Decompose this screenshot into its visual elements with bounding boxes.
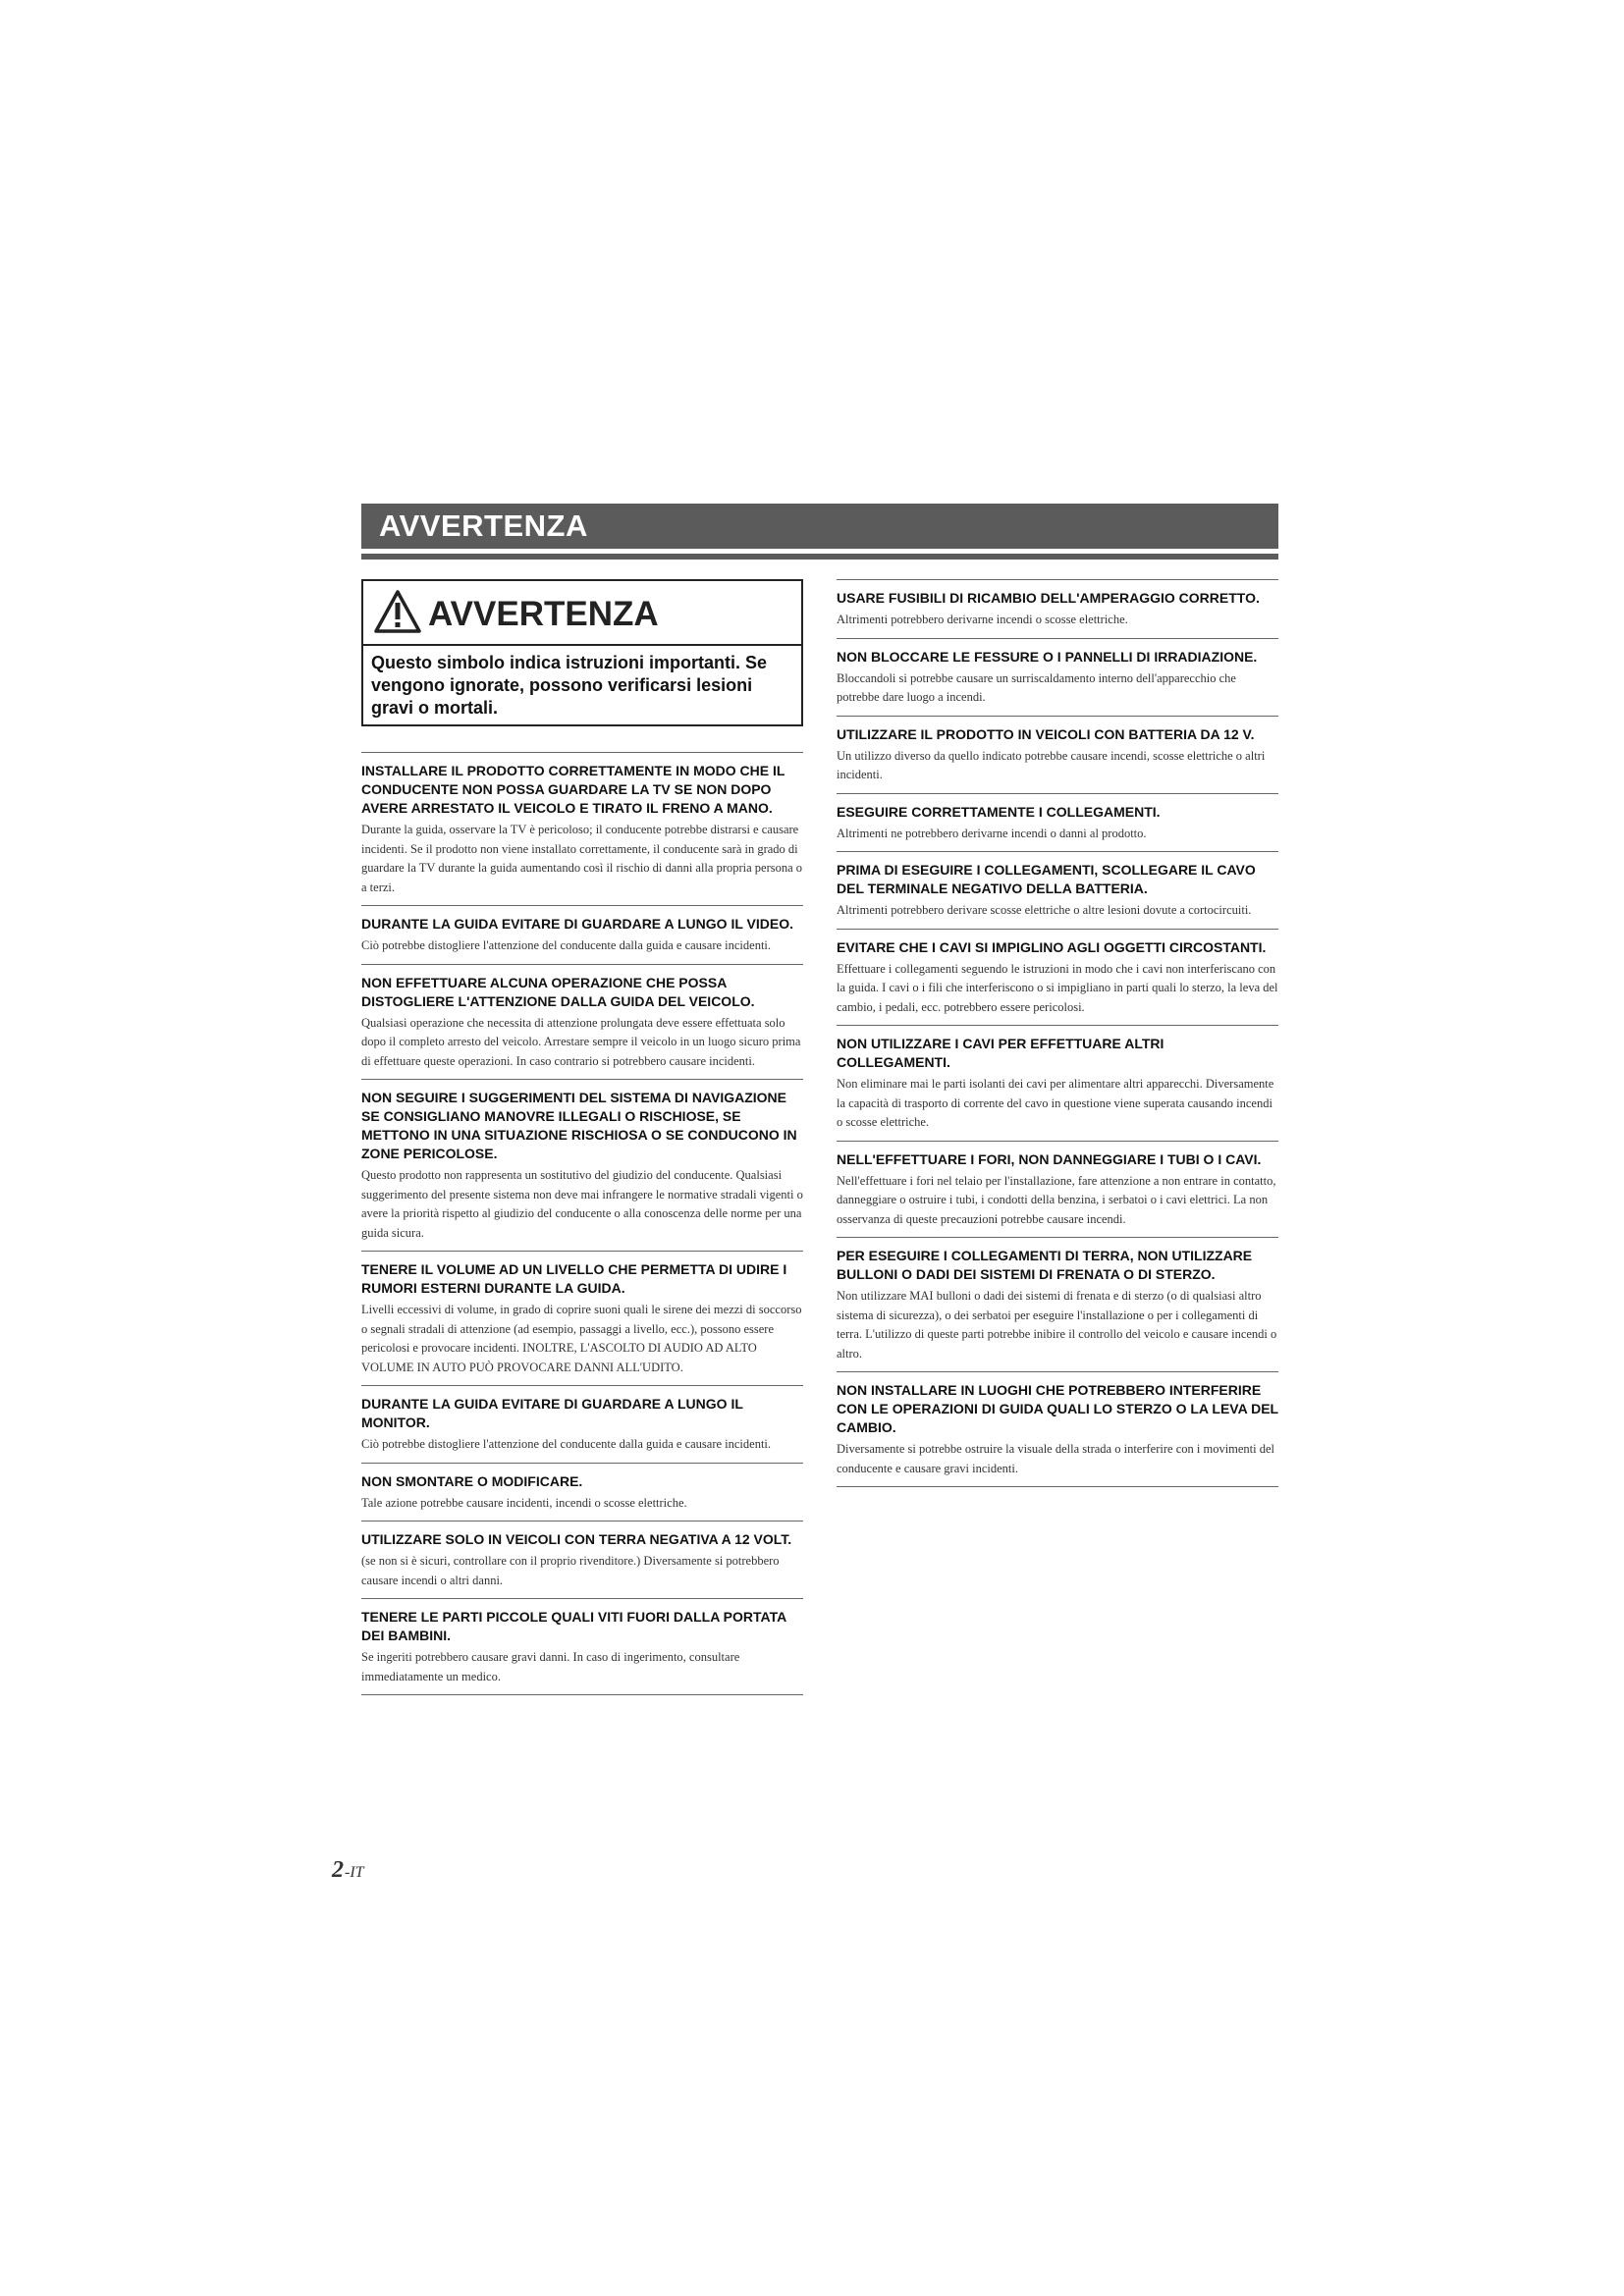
warning-heading: TENERE LE PARTI PICCOLE QUALI VITI FUORI DALLA PORTATA DEI BAMBINI. bbox=[361, 1609, 786, 1643]
warning-text: Bloccandoli si potrebbe causare un surriscaldamento interno dell'apparecchio che potrebbe dare luogo a incendi. bbox=[837, 670, 1236, 704]
warning-heading: NON EFFETTUARE ALCUNA OPERAZIONE CHE POSSA DISTOGLIERE L'ATTENZIONE DALLA GUIDA DEL VEICOLO. bbox=[361, 974, 755, 1009]
warning-heading: NON INSTALLARE IN LUOGHI CHE POTREBBERO INTERFERIRE CON LE OPERAZIONI DI GUIDA QUALI LO STERZO O LA LEVA DEL CAMBIO. bbox=[837, 1382, 1278, 1435]
warning-heading: DURANTE LA GUIDA EVITARE DI GUARDARE A LUNGO IL MONITOR. bbox=[361, 1396, 743, 1430]
warning-heading: NON SEGUIRE I SUGGERIMENTI DEL SISTEMA DI NAVIGAZIONE SE CONSIGLIANO MANOVRE ILLEGALI O RISCHIOSE, SE METTONO IN UNA SITUAZIONE RISCHIOSA O SE CONDUCONO IN ZONE PERICOLOSE. bbox=[361, 1090, 797, 1161]
warning-heading: INSTALLARE IL PRODOTTO CORRETTAMENTE IN MODO CHE IL CONDUCENTE NON POSSA GUARDARE LA TV SE NON DOPO AVERE ARRESTATO IL VEICOLO E TIRATO IL FRENO A MANO. bbox=[361, 763, 785, 816]
banner-divider bbox=[361, 554, 1278, 560]
warning-text: Effettuare i collegamenti seguendo le istruzioni in modo che i cavi non interferiscano con la guida. I cavi o i fili che interferiscono o si impigliano in parti quali lo sterzo, la leva del cambio, i pedali, ecc. potrebbero essere pericolosi. bbox=[837, 961, 1278, 1014]
warning-heading: ESEGUIRE CORRETTAMENTE I COLLEGAMENTI. bbox=[837, 803, 1161, 820]
warning-heading: USARE FUSIBILI DI RICAMBIO DELL'AMPERAGGIO CORRETTO. bbox=[837, 590, 1260, 606]
warning-item bbox=[361, 905, 803, 964]
warning-item bbox=[837, 851, 1278, 929]
warning-text: Non eliminare mai le parti isolanti dei cavi per alimentare altri apparecchi. Diversamente la capacità di trasporto di corrente del cavo in questione viene superata causando incendi o scosse elettriche. bbox=[837, 1077, 1274, 1129]
warning-box bbox=[361, 579, 803, 726]
warning-text: Ciò potrebbe distogliere l'attenzione del conducente dalla guida e causare incidenti. bbox=[361, 938, 772, 952]
warning-box-title: AVVERTENZA bbox=[428, 595, 659, 633]
page-number-suffix: -IT bbox=[345, 1864, 364, 1881]
warning-item bbox=[361, 1079, 803, 1251]
warning-item bbox=[837, 793, 1278, 852]
warning-text: Tale azione potrebbe causare incidenti, incendi o scosse elettriche. bbox=[361, 1495, 687, 1510]
warning-heading: NON BLOCCARE LE FESSURE O I PANNELLI DI IRRADIAZIONE. bbox=[837, 648, 1258, 665]
warning-heading: NON SMONTARE O MODIFICARE. bbox=[361, 1472, 583, 1489]
warning-text: Durante la guida, osservare la TV è pericoloso; il conducente potrebbe distrarsi e causare incidenti. Se il prodotto non viene installato correttamente, il conducente sarà in grado di guardare la TV durante la guida aumentando così il rischio di danni alla propria persona o a terzi. bbox=[361, 823, 803, 894]
warning-item bbox=[837, 1025, 1278, 1141]
warning-text: (se non si è sicuri, controllare con il proprio rivenditore.) Diversamente si potrebbero causare incendi o altri danni. bbox=[361, 1554, 780, 1587]
warning-text: Un utilizzo diverso da quello indicato potrebbe causare incendi, scosse elettriche o altri incidenti. bbox=[837, 748, 1266, 781]
warning-heading: TENERE IL VOLUME AD UN LIVELLO CHE PERMETTA DI UDIRE I RUMORI ESTERNI DURANTE LA GUIDA. bbox=[361, 1261, 787, 1296]
warning-item bbox=[361, 1521, 803, 1598]
page-number-value: 2 bbox=[332, 1857, 344, 1883]
warning-item bbox=[837, 1141, 1278, 1238]
left-column bbox=[361, 579, 803, 1695]
warning-heading: UTILIZZARE IL PRODOTTO IN VEICOLI CON BATTERIA DA 12 V. bbox=[837, 725, 1255, 742]
warning-item bbox=[361, 1463, 803, 1522]
warning-item bbox=[361, 964, 803, 1080]
warning-item bbox=[837, 638, 1278, 716]
warning-text: Altrimenti potrebbero derivarne incendi o scosse elettriche. bbox=[837, 613, 1128, 626]
right-column bbox=[837, 579, 1278, 1487]
warning-box-header bbox=[363, 581, 801, 648]
warning-heading: PER ESEGUIRE I COLLEGAMENTI DI TERRA, NON UTILIZZARE BULLONI O DADI DEI SISTEMI DI FRENATA O DI STERZO. bbox=[837, 1248, 1253, 1282]
warning-text: Nell'effettuare i fori nel telaio per l'installazione, fare attenzione a non entrare in contatto, danneggiare o ostruire i tubi, i condotti della benzina, i serbatoi o i cavi elettrici. La non osservanza di queste precauzioni potrebbe causare incendi. bbox=[837, 1173, 1276, 1226]
warning-item bbox=[837, 1237, 1278, 1371]
warning-text: Qualsiasi operazione che necessita di attenzione prolungata deve essere effettuata solo dopo il completo arresto del veicolo. Arrestare sempre il veicolo in un luogo sicuro prima di effettuare queste operazioni. In caso contrario si potrebbero causare incidenti. bbox=[361, 1015, 801, 1068]
warning-text: Ciò potrebbe distogliere l'attenzione del conducente dalla guida e causare incidenti. bbox=[361, 1437, 772, 1451]
warning-text: Non utilizzare MAI bulloni o dadi dei sistemi di frenata e di sterzo (o di qualsiasi altro sistema di sicurezza), o dei serbatoi per eseguire l'installazione o per i collegamenti di terra. L'utilizzo di queste parti potrebbe inibire il controllo del veicolo e causare incendi o altro. bbox=[837, 1289, 1277, 1361]
warning-item bbox=[837, 579, 1278, 638]
warning-text: Questo prodotto non rappresenta un sostitutivo del giudizio del conducente. Qualsiasi suggerimento del presente sistema non deve mai infrangere le normative stradali vigenti o avere la priorità rispetto al giudizio del conducente o alla conoscenza delle norme per una guida sicura. bbox=[361, 1168, 803, 1240]
warning-text: Altrimenti ne potrebbero derivarne incendi o danni al prodotto. bbox=[837, 826, 1147, 840]
warning-box-description: Questo simbolo indica istruzioni importanti. Se vengono ignorate, possono verificarsi lesioni gravi o mortali. bbox=[371, 653, 768, 718]
warning-item bbox=[837, 1371, 1278, 1487]
warning-item bbox=[361, 752, 803, 905]
warning-item bbox=[837, 929, 1278, 1026]
warning-heading: NON UTILIZZARE I CAVI PER EFFETTUARE ALTRI COLLEGAMENTI. bbox=[837, 1036, 1164, 1070]
warning-item bbox=[361, 1385, 803, 1463]
warning-heading: NELL'EFFETTUARE I FORI, NON DANNEGGIARE I TUBI O I CAVI. bbox=[837, 1150, 1262, 1167]
banner-title: AVVERTENZA bbox=[379, 508, 588, 543]
warning-text: Diversamente si potrebbe ostruire la visuale della strada o interferire con i movimenti del conducente e causare gravi incidenti. bbox=[837, 1442, 1275, 1475]
warning-text: Livelli eccessivi di volume, in grado di coprire suoni quali le sirene dei mezzi di soccorso o segnali stradali di attenzione (ad esempio, passaggi a livello, ecc.), possono essere pericolosi e provocare incidenti. INOLTRE, L'ASCOLTO DI AUDIO AD ALTO VOLUME IN AUTO PUÒ PROVOCARE DANNI ALL'UDITO. bbox=[361, 1303, 802, 1374]
warning-text: Altrimenti potrebbero derivare scosse elettriche o altre lesioni dovute a cortocircuiti. bbox=[837, 903, 1252, 917]
warning-text: Se ingeriti potrebbero causare gravi danni. In caso di ingerimento, consultare immediatamente un medico. bbox=[361, 1650, 740, 1683]
warning-triangle-icon bbox=[373, 589, 422, 634]
warning-heading: DURANTE LA GUIDA EVITARE DI GUARDARE A LUNGO IL VIDEO. bbox=[361, 916, 793, 932]
warning-item bbox=[361, 1598, 803, 1695]
warning-box-divider bbox=[363, 644, 801, 646]
warning-item bbox=[837, 716, 1278, 793]
warning-heading: PRIMA DI ESEGUIRE I COLLEGAMENTI, SCOLLEGARE IL CAVO DEL TERMINALE NEGATIVO DELLA BATTERIA. bbox=[837, 862, 1256, 896]
warning-item bbox=[361, 1251, 803, 1385]
warning-heading: EVITARE CHE I CAVI SI IMPIGLINO AGLI OGGETTI CIRCOSTANTI. bbox=[837, 938, 1267, 955]
section-banner bbox=[361, 504, 1278, 549]
warning-heading: UTILIZZARE SOLO IN VEICOLI CON TERRA NEGATIVA A 12 VOLT. bbox=[361, 1531, 792, 1547]
page-number bbox=[332, 1857, 364, 1884]
